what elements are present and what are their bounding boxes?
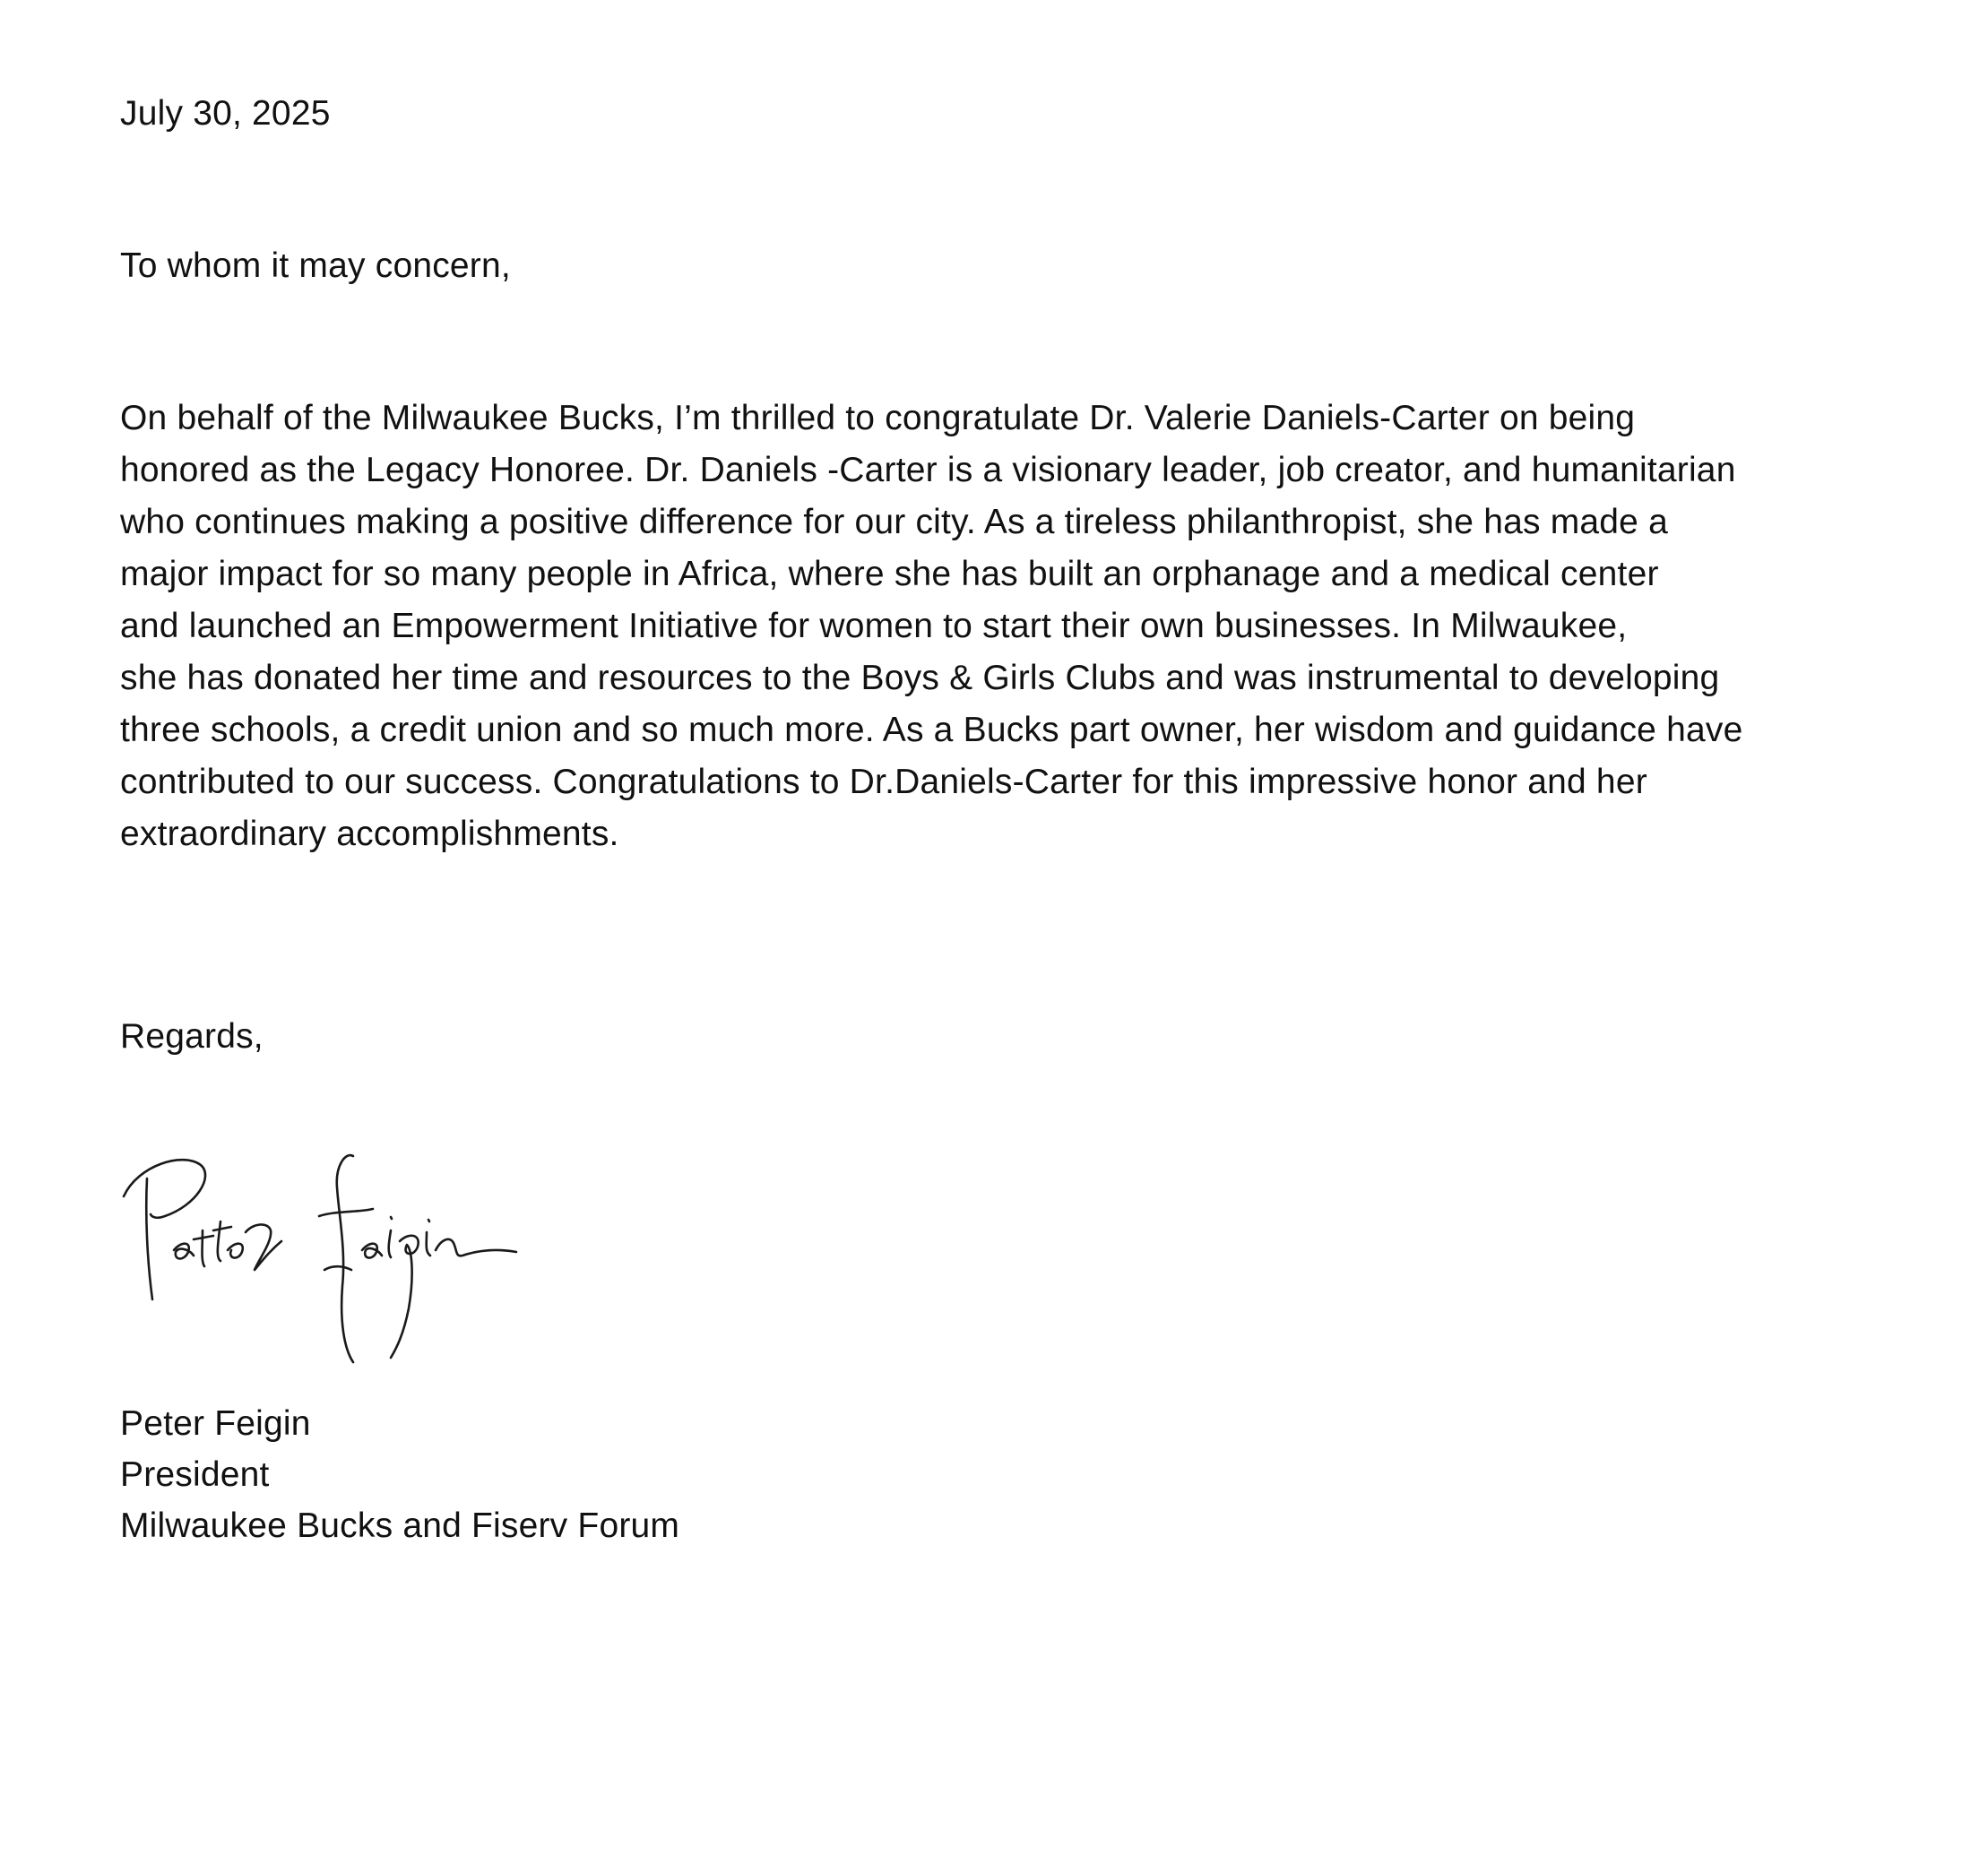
body-line: she has donated her time and resources to the Boys & Girls Clubs and was instrumental to developing [120, 659, 1720, 697]
letter-date: July 30, 2025 [120, 94, 331, 133]
signer-organization: Milwaukee Bucks and Fiserv Forum [120, 1506, 680, 1545]
signer-title: President [120, 1455, 270, 1494]
handwritten-signature [111, 1116, 559, 1367]
body-line: extraordinary accomplishments. [120, 815, 619, 853]
body-line: On behalf of the Milwaukee Bucks, I’m thrilled to congratulate Dr. Valerie Daniels-Carter on being [120, 399, 1636, 437]
letter-body [120, 393, 1742, 860]
letter-closing: Regards, [120, 1017, 264, 1056]
letter-salutation: To whom it may concern, [120, 246, 511, 285]
body-line: major impact for so many people in Africa, where she has built an orphanage and a medical center [120, 555, 1659, 593]
body-line: and launched an Empowerment Initiative for women to start their own businesses. In Milwaukee, [120, 607, 1628, 645]
body-line: contributed to our success. Congratulations to Dr.Daniels-Carter for this impressive honor and her [120, 763, 1647, 801]
body-line: three schools, a credit union and so much more. As a Bucks part owner, her wisdom and guidance have [120, 711, 1743, 749]
body-line: who continues making a positive difference for our city. As a tireless philanthropist, she has made a [120, 503, 1669, 541]
signer-name: Peter Feigin [120, 1404, 311, 1443]
body-line: honored as the Legacy Honoree. Dr. Daniels -Carter is a visionary leader, job creator, and humanitarian [120, 451, 1736, 489]
signature-block [120, 1398, 679, 1551]
